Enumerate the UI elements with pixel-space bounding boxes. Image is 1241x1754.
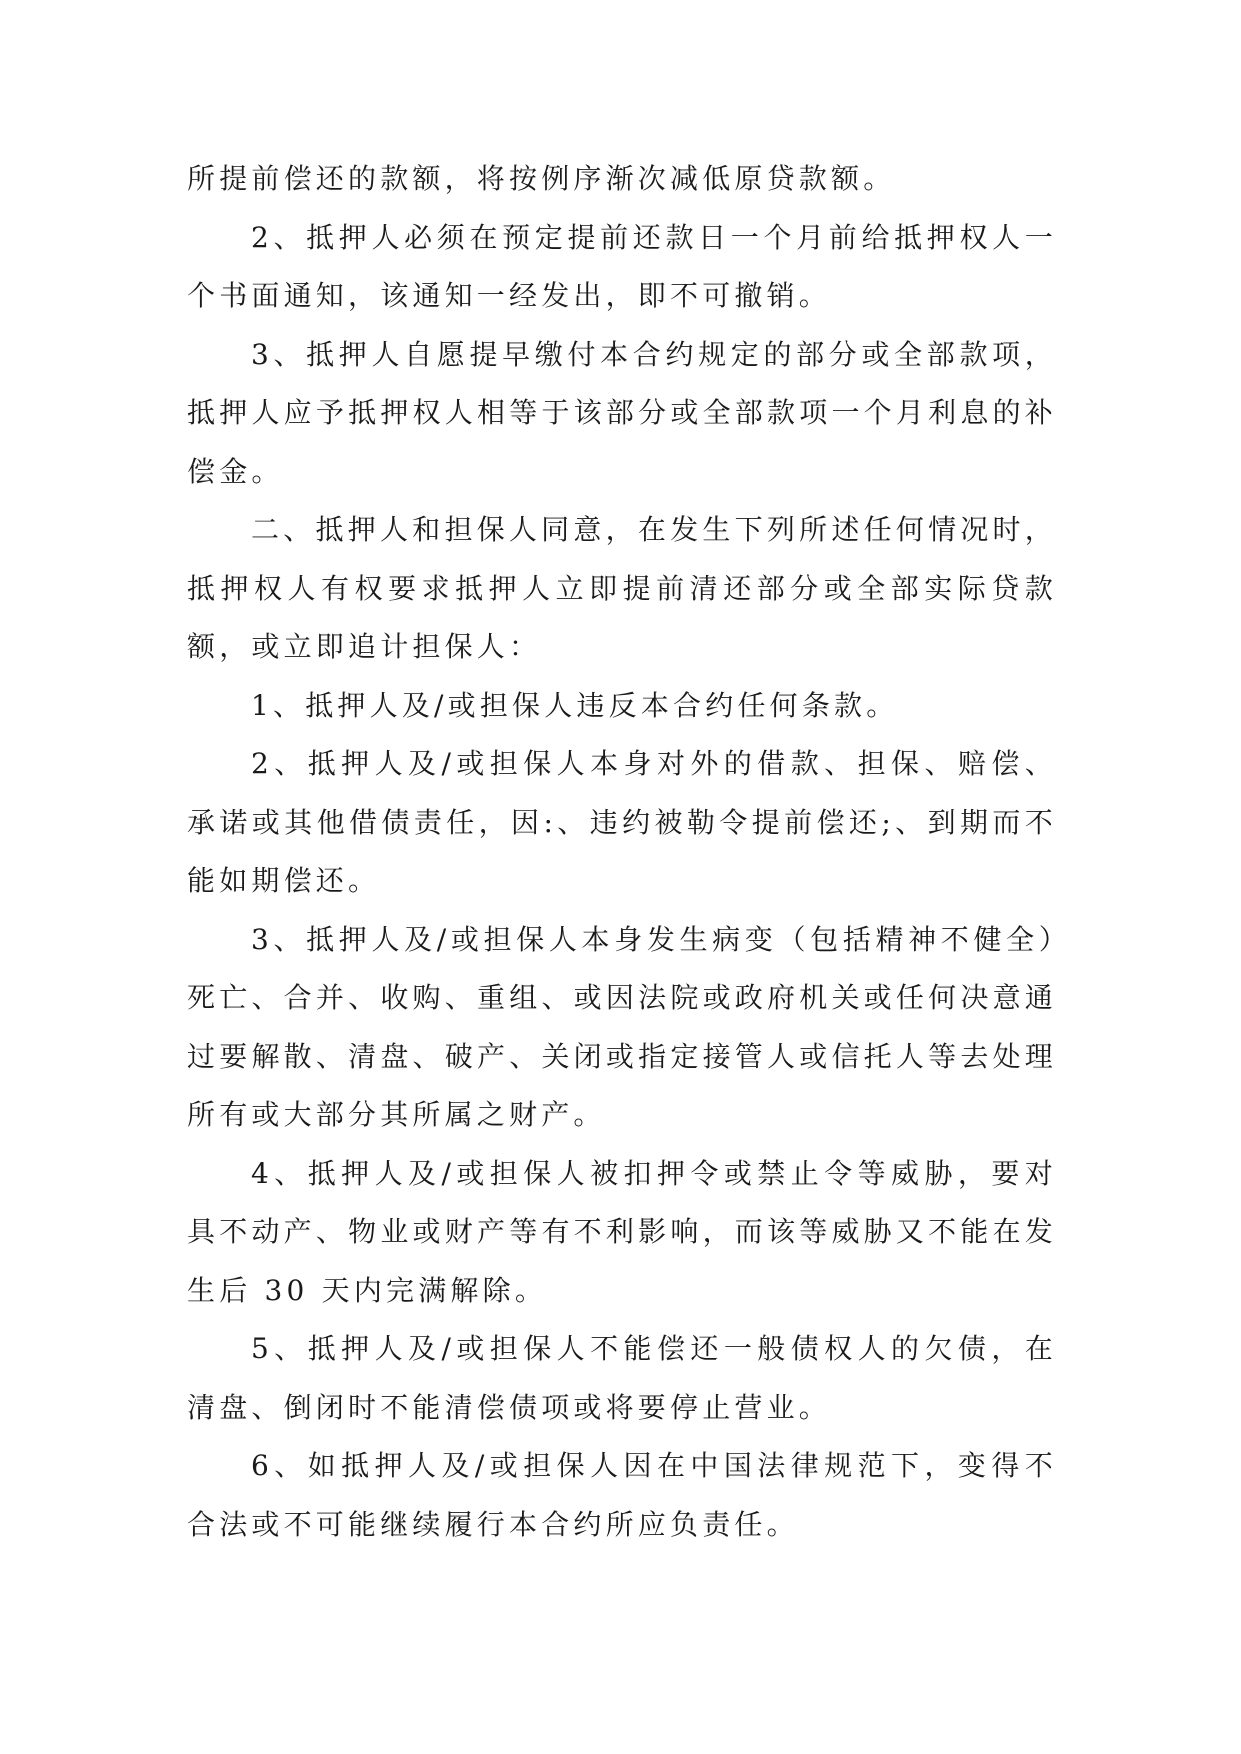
paragraph-clause-2-notice: 2、抵押人必须在预定提前还款日一个月前给抵押权人一个书面通知，该通知一经发出，即不可撤销。 <box>187 220 1057 312</box>
paragraph-continuation: 所提前偿还的款额，将按例序渐次减低原贷款额。 <box>187 162 896 195</box>
paragraph-section-2-intro: 二、抵押人和担保人同意，在发生下列所述任何情况时，抵押权人有权要求抵押人立即提前清还部分或全部实际贷款额，或立即追计担保人： <box>187 513 1057 663</box>
paragraph-clause-3-compensation: 3、抵押人自愿提早缴付本合约规定的部分或全部款项，抵押人应予抵押权人相等于该部分或全部款项一个月利息的补偿金。 <box>187 337 1057 488</box>
document-body <box>187 150 1057 1554</box>
paragraph-item-6-illegality: 6、如抵押人及/或担保人因在中国法律规范下，变得不合法或不可能继续履行本合约所应负责任。 <box>187 1449 1057 1541</box>
paragraph-item-2-debt: 2、抵押人及/或担保人本身对外的借款、担保、赔偿、承诺或其他借债责任，因:、违约被勒令提前偿还;、到期而不能如期偿还。 <box>187 747 1057 897</box>
paragraph-item-1-breach: 1、抵押人及/或担保人违反本合约任何条款。 <box>251 688 899 722</box>
paragraph-item-4-seizure: 4、抵押人及/或担保人被扣押令或禁止令等威胁，要对具不动产、物业或财产等有不利影响，而该等威胁又不能在发生后 30 天内完满解除。 <box>187 1156 1057 1307</box>
paragraph-item-5-insolvency: 5、抵押人及/或担保人不能偿还一般债权人的欠债，在清盘、倒闭时不能清偿债项或将要停止营业。 <box>187 1332 1057 1424</box>
paragraph-item-3-incapacity: 3、抵押人及/或担保人本身发生病变（包括精神不健全）死亡、合并、收购、重组、或因法院或政府机关或任何决意通过要解散、清盘、破产、关闭或指定接管人或信托人等去处理所有或大部分其所属之财产。 <box>187 922 1057 1131</box>
